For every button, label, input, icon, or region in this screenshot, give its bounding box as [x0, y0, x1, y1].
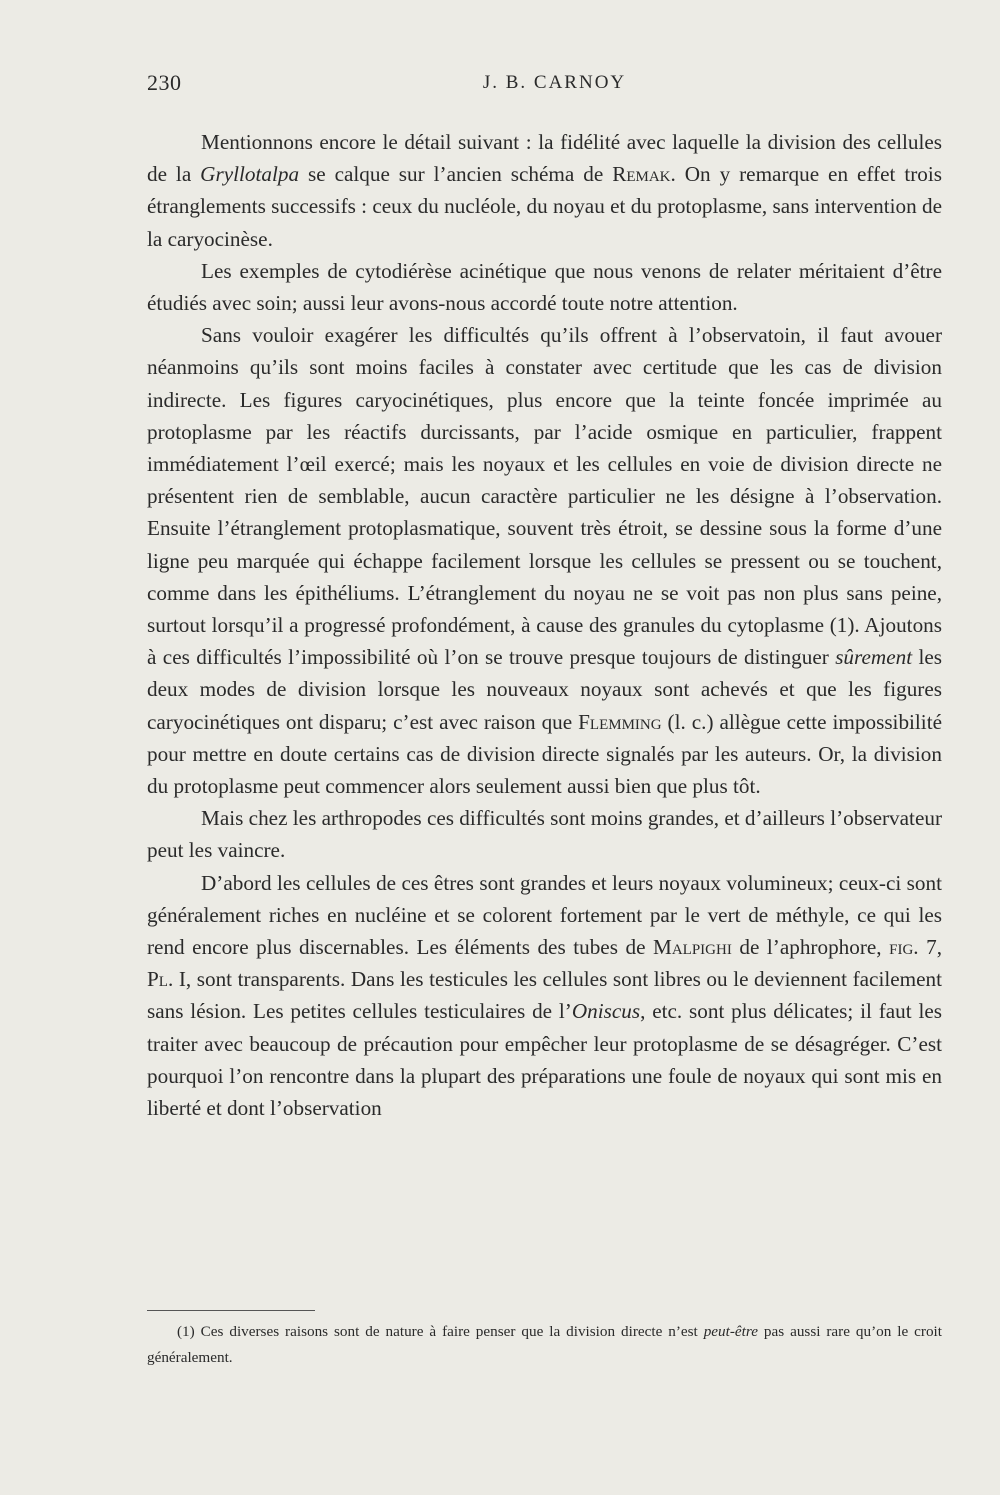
text-run-italic: Gryllotalpa	[200, 162, 300, 187]
text-run: Mentionnons encore le détail suivant : la fidélité avec laquelle la division des cellules de la	[147, 130, 942, 187]
text-run: , sont transparents. Dans les testicules les cellules sont libres ou le deviennent facilement sans lésion. Les petites cellules testiculaires de l’	[147, 967, 942, 1024]
text-run: de l’aphrophore,	[731, 935, 890, 960]
text-run: se calque sur l’ancien schéma de	[299, 162, 613, 187]
page-header	[147, 70, 942, 102]
text-run: , etc. sont plus délicates; il faut les traiter avec beaucoup de précaution pour empêcher leur protoplasme de se désagréger. C’est pourquoi l’on rencontre dans la plupart des préparations une foule de noyaux qui sont mis en liberté et dont l’observation	[147, 999, 942, 1121]
running-head: J. B. CARNOY	[482, 72, 627, 93]
text-run-sc: Malpighi	[653, 935, 732, 960]
text-run-italic: sûrement	[835, 645, 913, 670]
paragraph	[147, 126, 942, 255]
text-run-sc: Pl. I	[147, 967, 186, 992]
text-run-sc: Flemming	[578, 709, 662, 734]
text-run: (1) Ces diverses raisons sont de nature à faire penser que la division directe n’est	[177, 1323, 704, 1340]
text-run: pas aussi rare qu’on le croit généralement.	[147, 1323, 942, 1366]
footnotes	[147, 1319, 942, 1371]
text-run: ,	[936, 935, 943, 960]
text-run: D’abord les cellules de ces êtres sont grandes et leurs noyaux volumineux; ceux-ci sont généralement riches en nucléine et se colorent fortement par le vert de méthyle, ce qui les rend encore plus discernables. Les éléments des tubes de	[147, 870, 942, 960]
paragraph	[147, 255, 942, 319]
text-run: (l. c.) allègue cette impossibilité pour mettre en doute certains cas de division directe signalés par les auteurs. Or, la division du protoplasme peut commencer alors seulement aussi bien que plus tôt.	[147, 709, 942, 799]
text-run: Les exemples de cytodiérèse acinétique que nous venons de relater méritaient d’être étudiés avec soin; aussi leur avons-nous accordé toute notre attention.	[147, 258, 942, 316]
paragraph	[147, 867, 942, 1125]
text-run-sc: Remak	[612, 162, 671, 187]
text-run-italic: peut-être	[703, 1323, 758, 1340]
text-run: les deux modes de division lorsque les nouveaux noyaux sont achevés et que les figures caryocinétiques ont disparu; c’est avec raison que	[147, 645, 942, 734]
paragraph	[147, 802, 942, 866]
page-number: 230	[147, 70, 182, 95]
footnote	[147, 1319, 942, 1371]
footnote-rule	[147, 1310, 315, 1311]
paragraph	[147, 319, 942, 802]
text-run-italic: Oniscus	[571, 999, 641, 1024]
text-run: Mais chez les arthropodes ces difficultés sont moins grandes, et d’ailleurs l’observateur peut les vaincre.	[147, 806, 942, 863]
body-text	[147, 126, 942, 1124]
text-run-sc: fig. 7	[889, 935, 937, 960]
text-run: Sans vouloir exagérer les difficultés qu’ils offrent à l’observatoin, il faut avouer néanmoins qu’ils sont moins faciles à constater avec certitude que les cas de division indirecte. Les figures caryocinétiques, plus encore que la teinte foncée imprimée au protoplasme par les réactifs durcissants, par l’acide osmique en particulier, frappent immédiatement l’œil exercé; mais les noyaux et les cellules en voie de division directe ne présentent rien de semblable, aucun caractère particulier ne les désigne à l’observation. Ensuite l’étranglement protoplasmatique, souvent très étroit, se dessine sous la forme d’une ligne peu marquée qui échappe facilement lorsque les cellules se pressent ou se touchent, comme dans les épithéliums. L’étranglement du noyau ne se voit pas non plus sans peine, surtout lorsqu’il a progressé profondément, à cause des granules du cytoplasme (1). Ajoutons à ces difficultés l’impossibilité où l’on se trouve presque toujours de distinguer	[147, 323, 942, 670]
text-run: . On y remarque en effet trois étranglements successifs : ceux du nucléole, du noyau et du protoplasme, sans intervention de la caryocinèse.	[147, 162, 942, 251]
